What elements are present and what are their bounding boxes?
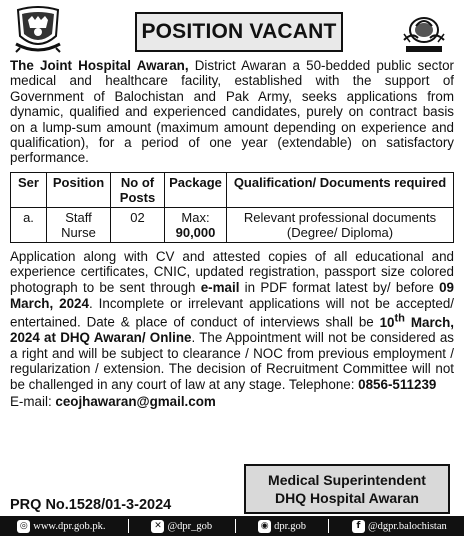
interview-date-rest: March, 2024 at DHQ Awaran/ Online xyxy=(10,314,454,346)
table-header-row xyxy=(11,172,454,207)
header xyxy=(10,6,454,56)
table-row xyxy=(11,207,454,242)
package-label: Max: xyxy=(181,209,210,225)
header-posts: No of Posts xyxy=(111,172,165,207)
cell-package xyxy=(165,207,227,242)
email-keyword: e-mail xyxy=(200,280,240,296)
cell-position: Staff Nurse xyxy=(47,207,111,242)
intro-paragraph xyxy=(10,58,454,166)
package-value: 90,000 xyxy=(175,224,216,240)
instagram-icon: ◉ xyxy=(258,520,271,533)
telephone-number: 0856-511239 xyxy=(358,377,437,393)
hospital-seal-icon xyxy=(398,10,450,58)
signature-box xyxy=(244,464,450,514)
signature-office: DHQ Hospital Awaran xyxy=(275,490,419,506)
footer-bar xyxy=(0,516,464,536)
hospital-name: The Joint Hospital Awaran, xyxy=(10,58,189,73)
header-package: Package xyxy=(165,172,227,207)
divider xyxy=(328,519,329,533)
footer-website[interactable] xyxy=(17,520,105,533)
email-address[interactable]: ceojhawaran@gmail.com xyxy=(55,393,216,409)
body-text-3: . Incomplete or irrelevant applications will not be accepted/ entertained. Date & place of conduct of interviews shall be xyxy=(10,295,455,330)
deadline-date: 09 March, 2024 xyxy=(10,280,454,311)
cell-posts: 02 xyxy=(111,207,165,242)
header-position: Position xyxy=(47,172,111,207)
globe-icon: ◎ xyxy=(17,520,30,533)
email-label: E-mail: xyxy=(10,393,56,409)
interview-day: 10 xyxy=(379,314,395,330)
instructions-paragraph xyxy=(10,249,454,393)
cell-ser: a. xyxy=(11,207,47,242)
page-title: POSITION VACANT xyxy=(135,12,343,52)
body-text-2: in PDF format latest by/ before xyxy=(239,280,440,296)
footer-instagram[interactable] xyxy=(258,520,306,533)
balochistan-emblem-icon xyxy=(12,6,64,54)
email-line xyxy=(10,394,454,409)
vacancy-table xyxy=(10,172,454,243)
twitter-icon: ✕ xyxy=(151,520,164,533)
header-qualification: Qualification/ Documents required xyxy=(227,172,454,207)
body-text-4: . The Appointment will not be considered as a right and will be subject to clearance / NOC from previous employment / regularization / extension. The decision of Recruitment Committee will not be challenged in any court of law at any stage. Telephone: xyxy=(10,330,454,393)
divider xyxy=(235,519,236,533)
footer-twitter[interactable] xyxy=(151,520,212,533)
footer-facebook[interactable] xyxy=(352,520,447,533)
website-text: www.dpr.gob.pk. xyxy=(33,520,106,532)
divider xyxy=(128,519,129,533)
facebook-text: @dgpr.balochistan xyxy=(367,520,447,532)
body-text-1: Application along with CV and attested copies of all educational and experience certificates, CNIC, updated registration, passport size colored photograph to be sent through xyxy=(10,248,454,296)
prq-number: PRQ No.1528/01-3-2024 xyxy=(10,497,172,513)
signature-title: Medical Superintendent xyxy=(268,472,426,488)
facebook-icon: f xyxy=(352,520,365,533)
cell-qualification: Relevant professional documents (Degree/ Diploma) xyxy=(227,207,454,242)
header-ser: Ser xyxy=(11,172,47,207)
interview-day-suffix: th xyxy=(394,312,405,325)
intro-text: District Awaran a 50-bedded public sector medical and healthcare facility, established with the support of Government of Balochistan and Pak Army, seeks applications from dynamic, qualified and experienced candidates, purely on contract basis on a lump-sum amount (maximum amount depending on experience and qualification), for a period of one year (extendable) on satisfactory performance. xyxy=(10,58,454,166)
twitter-text: @dpr_gob xyxy=(167,520,213,532)
instagram-text: dpr.gob xyxy=(274,520,306,532)
